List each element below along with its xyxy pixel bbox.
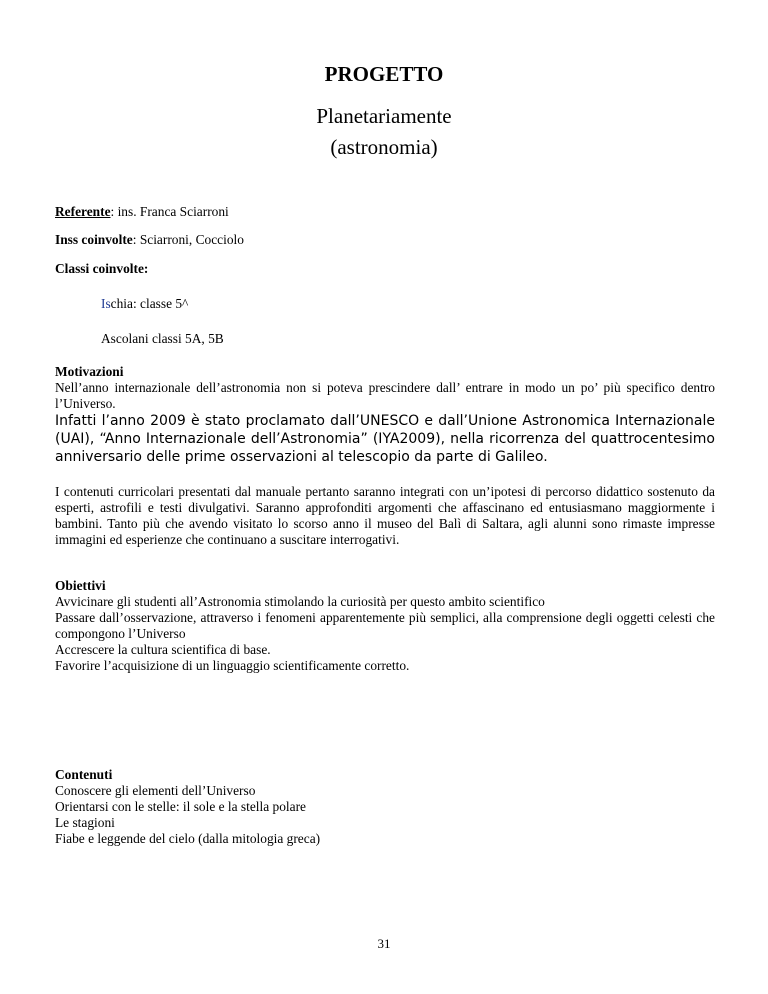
referente-label: Referente	[55, 204, 111, 219]
obiettivi-item-3: Accrescere la cultura scientifica di base.	[55, 642, 271, 657]
inss-value: : Sciarroni, Cocciolo	[132, 232, 244, 247]
contenuti-item-1: Conoscere gli elementi dell’Universo	[55, 783, 256, 798]
motivazioni-paragraph-1: Nell’anno internazionale dell’astronomia non si poteva prescindere dall’ entrare in modo un po’ più specifico dentro l’Universo.	[55, 380, 715, 411]
motivazioni-paragraph-2: Infatti l’anno 2009 è stato proclamato dall’UNESCO e dall’Unione Astronomica Internazionale (UAI), “Anno Internazionale dell’Astronomia” (IYA2009), nella ricorrenza del quattrocentesimo anniversario delle prime osservazioni al telescopio da parte di Galileo.	[55, 413, 715, 465]
referente-line	[55, 204, 229, 220]
motivazioni-heading: Motivazioni	[55, 364, 124, 379]
obiettivi-item-4: Favorire l’acquisizione di un linguaggio scientificamente corretto.	[55, 658, 410, 673]
ischia-first: Is	[101, 296, 111, 311]
inss-label: Inss coinvolte	[55, 232, 133, 247]
page-number: 31	[377, 936, 391, 951]
obiettivi-item-1: Avvicinare gli studenti all’Astronomia stimolando la curiosità per questo ambito scientifico	[55, 594, 545, 609]
project-name: Planetariamente	[316, 104, 452, 128]
inss-line	[55, 232, 244, 248]
obiettivi-heading: Obiettivi	[55, 578, 106, 593]
contenuti-item-4: Fiabe e leggende del cielo (dalla mitologia greca)	[55, 831, 321, 846]
contenuti-item-2: Orientarsi con le stelle: il sole e la stella polare	[55, 799, 306, 814]
contenuti-heading: Contenuti	[55, 767, 113, 782]
ischia-rest: chia: classe 5^	[110, 296, 189, 311]
obiettivi-item-2: Passare dall’osservazione, attraverso i fenomeni apparentemente più semplici, alla comprensione degli oggetti celesti che compongono l’Universo	[55, 610, 715, 641]
page-title: PROGETTO	[324, 62, 444, 86]
contenuti-item-3: Le stagioni	[55, 815, 115, 830]
classi-label: Classi coinvolte:	[55, 261, 149, 276]
motivazioni-paragraph-3: I contenuti curricolari presentati dal manuale pertanto saranno integrati con un’ipotesi di percorso didattico sostenuto da esperti, astrofili e testi divulgativi. Saranno approfonditi argomenti che affascinano ed entusiasmano maggiormente i bambini. Tanto più che avendo visitato lo scorso anno il museo del Balì di Saltara, agli alunni sono rimaste impresse immagini ed esperienze che continuano a suscitare interrogativi.	[55, 484, 715, 547]
ischia-line	[101, 296, 188, 312]
referente-value: : ins. Franca Sciarroni	[110, 204, 229, 219]
project-subject: (astronomia)	[330, 135, 438, 159]
ascolani-line: Ascolani classi 5A, 5B	[101, 331, 224, 346]
